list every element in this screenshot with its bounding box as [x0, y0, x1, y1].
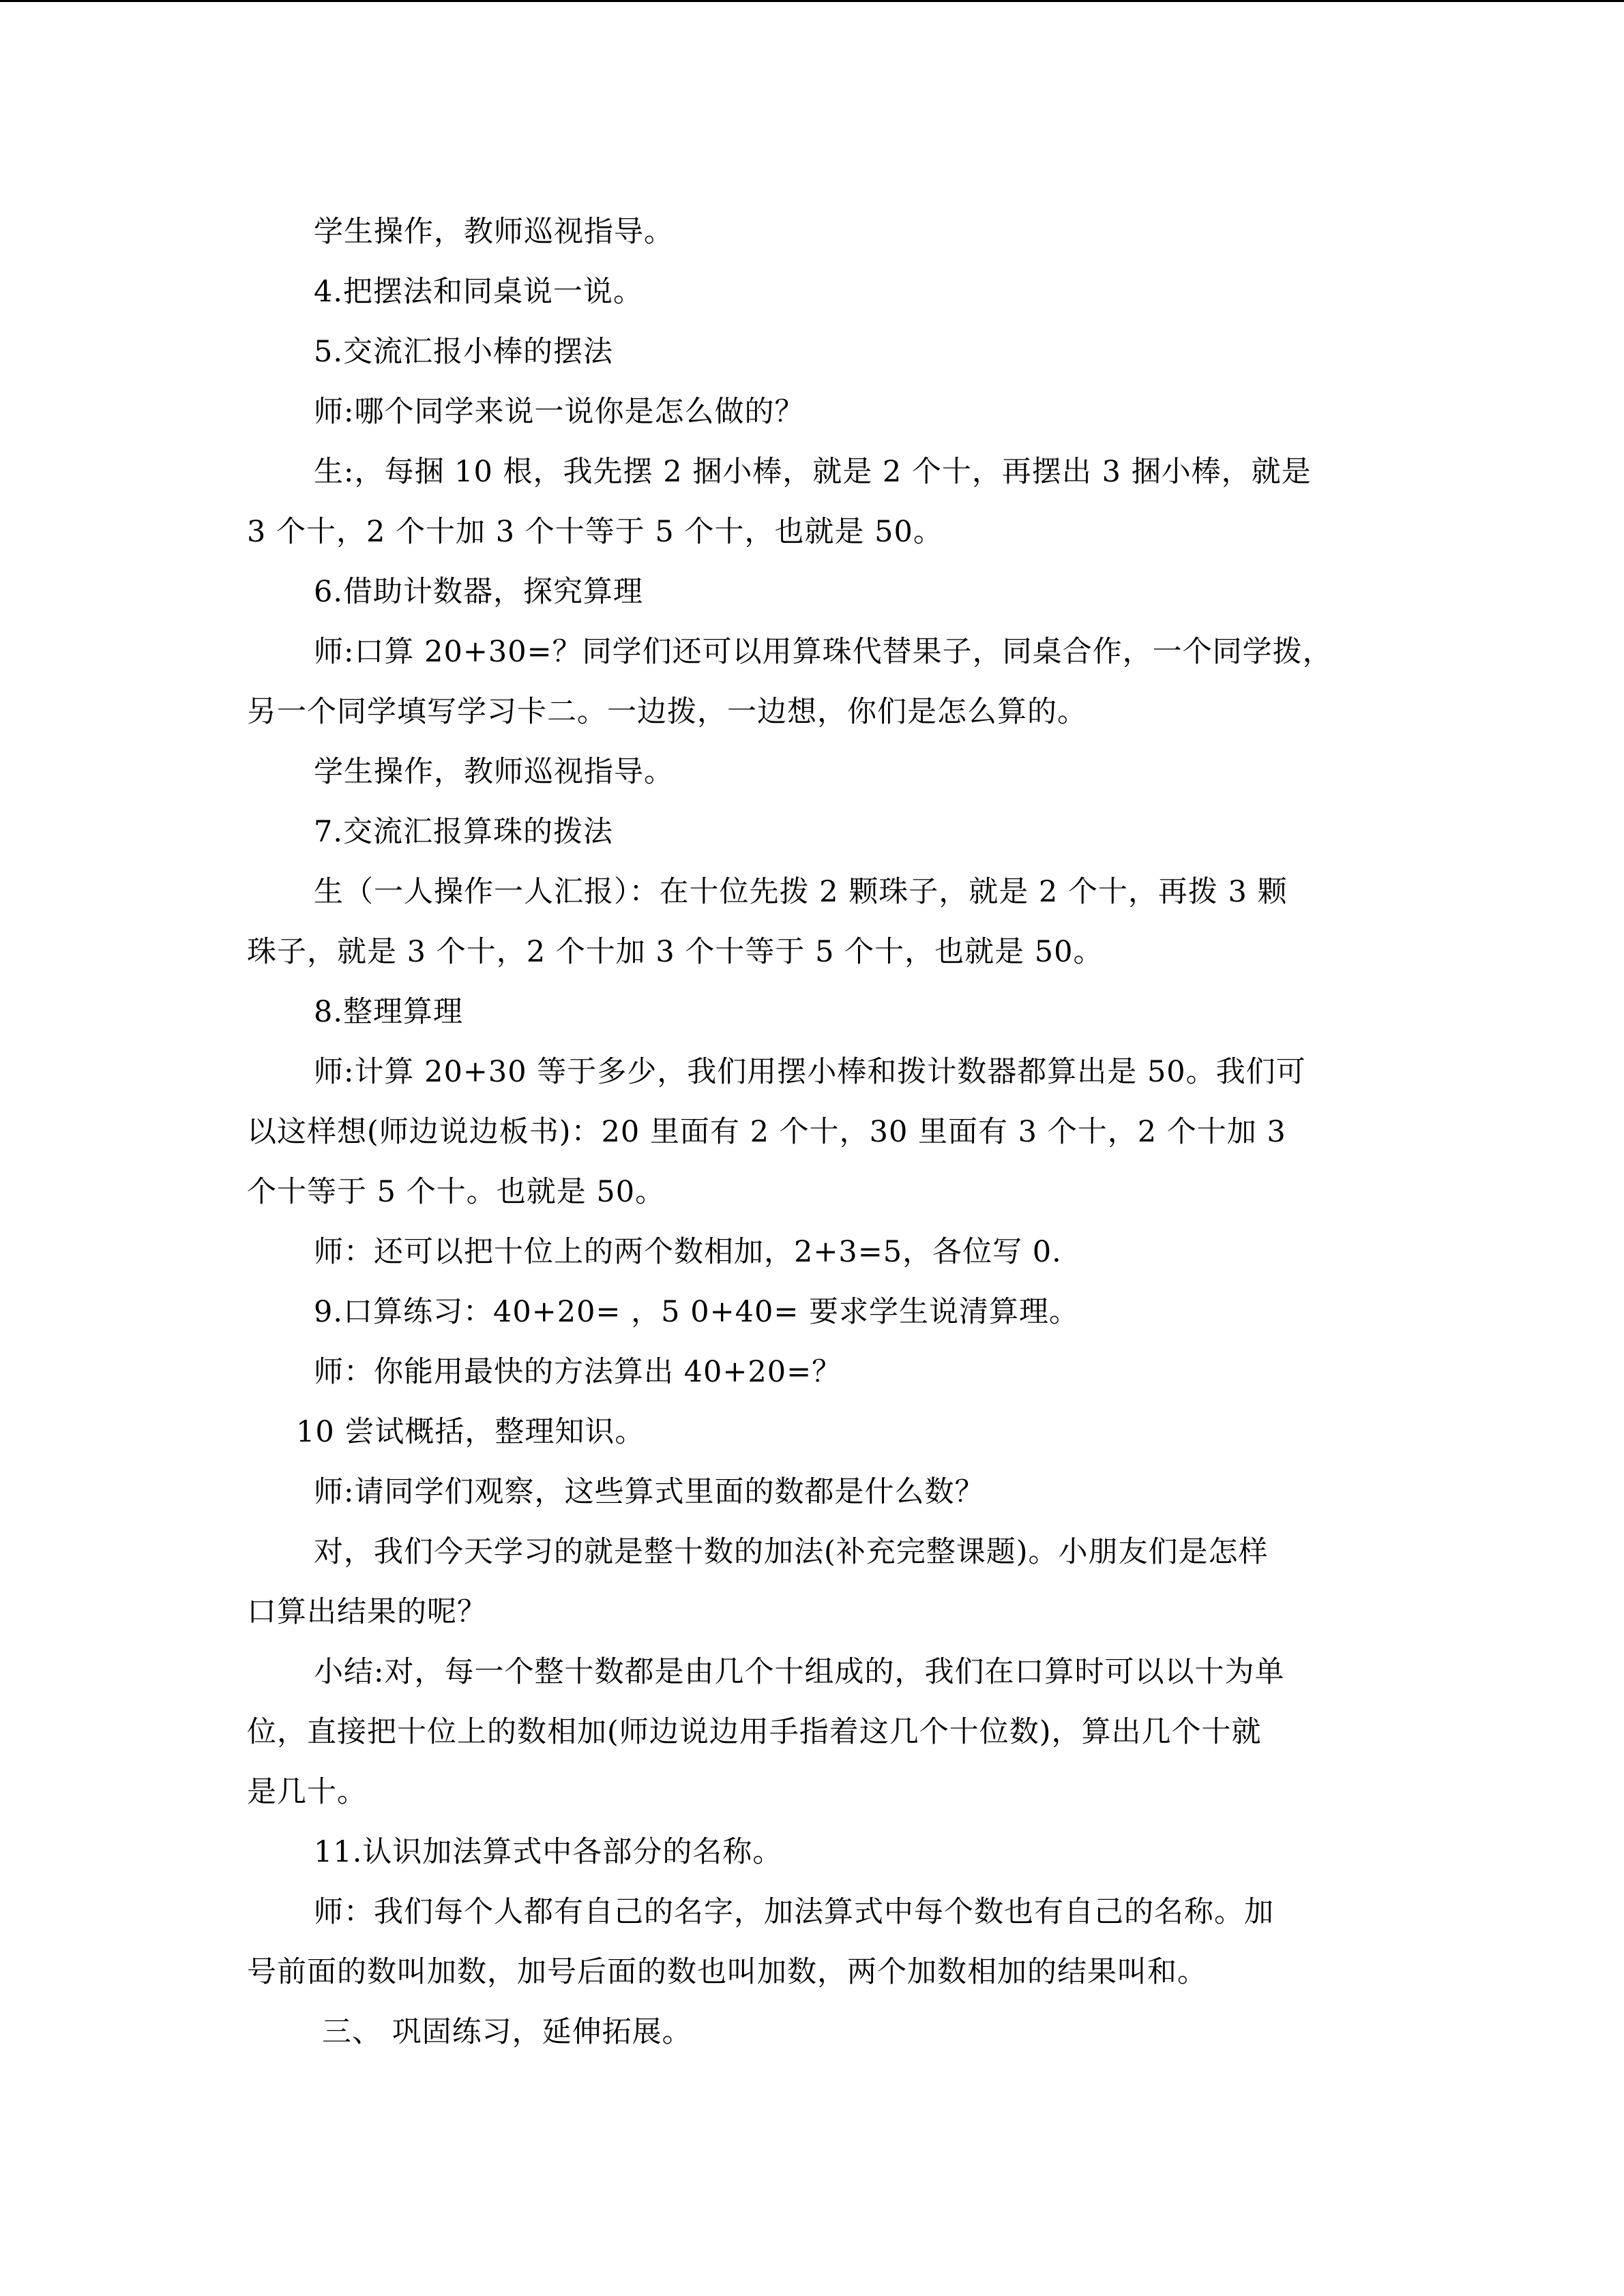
text-line: 师:计算 20+30 等于多少，我们用摆小棒和拨计数器都算出是 50。我们可 — [314, 1055, 1306, 1089]
section-heading: 三、 巩固练习，延伸拓展。 — [322, 2015, 692, 2049]
text-line: 师：还可以把十位上的两个数相加，2+3=5，各位写 0. — [314, 1235, 1062, 1269]
text-line: 师：我们每个人都有自己的名字，加法算式中每个数也有自己的名称。加 — [314, 1895, 1274, 1929]
text-line: 生（一人操作一人汇报）：在十位先拨 2 颗珠子，就是 2 个十，再拨 3 颗 — [314, 875, 1288, 909]
text-line: 珠子，就是 3 个十，2 个十加 3 个十等于 5 个十，也就是 50。 — [247, 935, 1104, 969]
text-line: 学生操作，教师巡视指导。 — [314, 755, 674, 789]
text-line: 6.借助计数器，探究算理 — [314, 575, 644, 609]
text-line: 另一个同学填写学习卡二。一边拨，一边想，你们是怎么算的。 — [247, 695, 1087, 729]
text-line: 9.口算练习：40+20= ，5 0+40= 要求学生说清算理。 — [314, 1295, 1080, 1329]
text-line: 小结:对，每一个整十数都是由几个十组成的，我们在口算时可以以十为单 — [314, 1655, 1285, 1689]
text-line: 师:口算 20+30=？同学们还可以用算珠代替果子，同桌合作，一个同学拨， — [314, 635, 1333, 669]
text-line: 4.把摆法和同桌说一说。 — [314, 275, 644, 309]
text-line: 5.交流汇报小棒的摆法 — [314, 335, 614, 369]
text-line: 是几十。 — [247, 1775, 367, 1809]
text-line: 8.整理算理 — [314, 995, 464, 1029]
text-line: 师:哪个同学来说一说你是怎么做的？ — [314, 395, 805, 429]
text-line: 师：你能用最快的方法算出 40+20=？ — [314, 1355, 842, 1389]
text-line: 个十等于 5 个十。也就是 50。 — [247, 1175, 666, 1209]
text-line: 生:，每捆 10 根，我先摆 2 捆小棒，就是 2 个十，再摆出 3 捆小棒，就是 — [314, 455, 1312, 489]
text-line: 位，直接把十位上的数相加(师边说边用手指着这几个十位数)，算出几个十就 — [247, 1715, 1262, 1749]
text-line: 师:请同学们观察，这些算式里面的数都是什么数？ — [314, 1475, 985, 1509]
text-line: 11.认识加法算式中各部分的名称。 — [314, 1835, 783, 1869]
text-line: 口算出结果的呢？ — [247, 1595, 487, 1629]
text-line: 以这样想(师边说边板书)：20 里面有 2 个十，30 里面有 3 个十，2 个十加 3 — [247, 1115, 1286, 1149]
text-line: 学生操作，教师巡视指导。 — [314, 215, 674, 249]
text-line: 3 个十，2 个十加 3 个十等于 5 个十，也就是 50。 — [247, 515, 943, 549]
text-line: 对，我们今天学习的就是整十数的加法(补充完整课题)。小朋友们是怎样 — [314, 1535, 1269, 1569]
text-line: 10 尝试概括，整理知识。 — [296, 1415, 645, 1449]
text-line: 7.交流汇报算珠的拨法 — [314, 815, 614, 849]
text-line: 号前面的数叫加数，加号后面的数也叫加数，两个加数相加的结果叫和。 — [247, 1955, 1207, 1989]
